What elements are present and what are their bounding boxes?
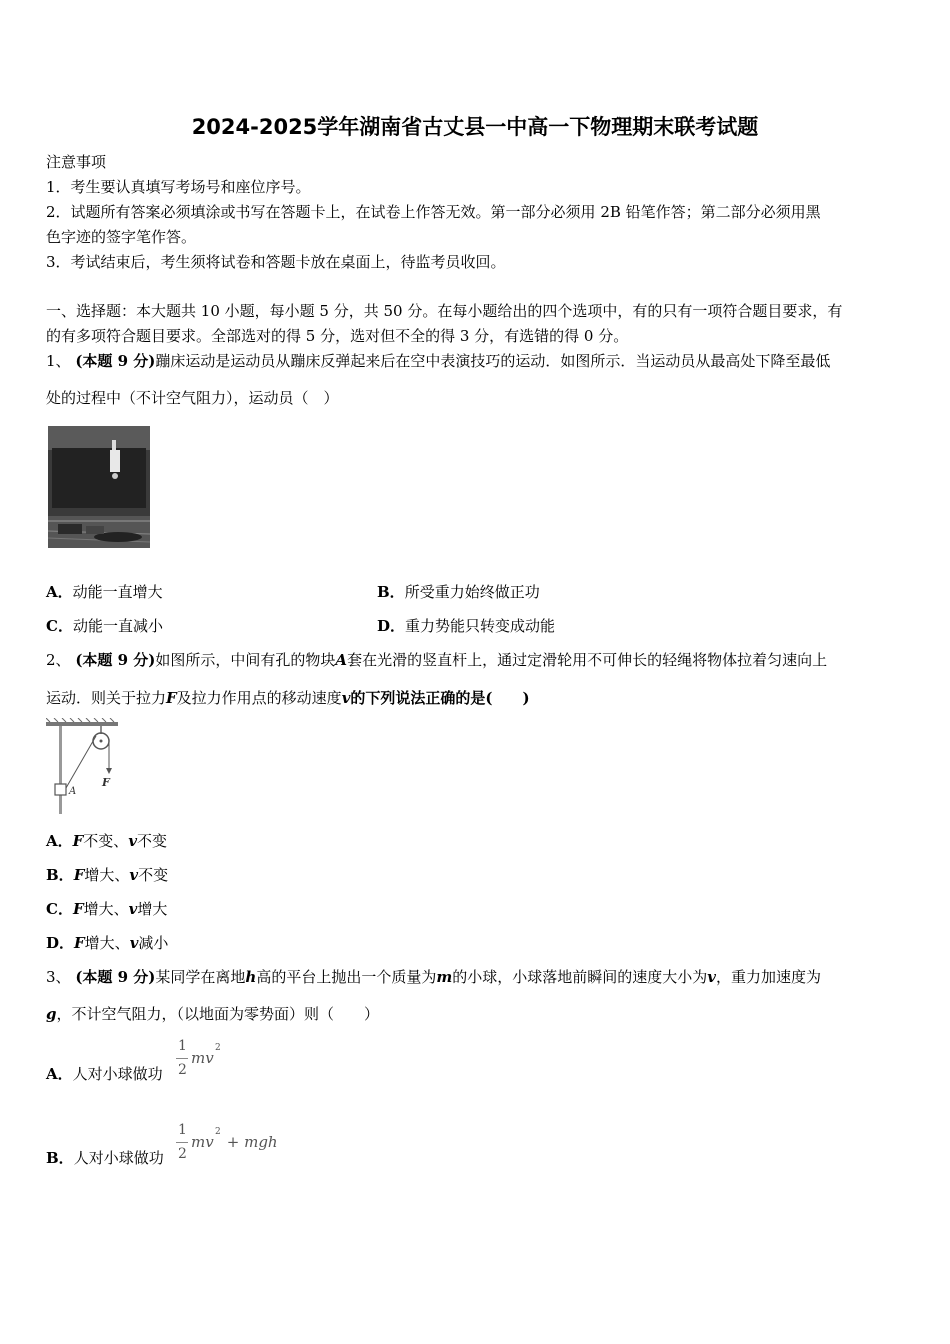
- q2-option-d-mid: 增大、: [84, 934, 130, 952]
- q2-text-2e: 的下列说法正确的是( ): [350, 689, 530, 707]
- q3-option-a-letter: A．: [46, 1065, 73, 1083]
- q2-option-a-end: 不变: [137, 832, 168, 850]
- q2-option-c-var-f: F: [72, 900, 84, 918]
- q2-text-1c: 套在光滑的竖直杆上，通过定滑轮用不可伸长的轻绳将物体拉着匀速向上: [347, 651, 828, 669]
- q2-option-c-mid: 增大、: [83, 900, 129, 918]
- q2-text-2a: 运动．则关于拉力: [46, 689, 167, 707]
- q2-option-a-var-f: F: [72, 832, 84, 850]
- q3-option-a-denominator: 2: [178, 1062, 187, 1078]
- q2-option-c-var-v: v: [128, 900, 138, 918]
- q3-option-b-text: 人对小球做功: [73, 1149, 164, 1167]
- q2-option-a[interactable]: [46, 831, 167, 851]
- q1-option-a[interactable]: A．动能一直增大: [46, 583, 163, 601]
- notice-heading: 注意事项: [46, 153, 107, 171]
- q2-option-c-end: 增大: [137, 900, 168, 918]
- q2-tag: (本题 9 分): [75, 651, 156, 669]
- q2-var-f: F: [166, 689, 177, 707]
- trampoline-photo: [48, 426, 150, 548]
- q3-option-a-exponent: 2: [215, 1043, 221, 1053]
- q3-stem-line-2: [46, 1004, 906, 1024]
- q3-option-b-expr: mv: [191, 1133, 214, 1151]
- q3-var-g: g: [46, 1005, 57, 1023]
- q1-option-c-text: 动能一直减小: [72, 617, 163, 635]
- q2-option-c[interactable]: [46, 899, 167, 919]
- q3-option-a-numerator: 1: [178, 1038, 187, 1054]
- q3-tag: (本题 9 分): [75, 968, 156, 986]
- q2-option-b-letter: B．: [46, 866, 74, 884]
- q2-option-d-end: 减小: [138, 934, 169, 952]
- fig-label-a: A: [69, 786, 77, 797]
- q3-option-b-tail: + mgh: [222, 1133, 278, 1151]
- notice-item-2-cont: 色字迹的签字笔作答。: [46, 228, 197, 246]
- q1-option-c[interactable]: C．动能一直减小: [46, 617, 163, 635]
- q3-option-b-exponent: 2: [215, 1127, 221, 1137]
- section-intro-line-1: 一、选择题：本大题共 10 小题，每小题 5 分，共 50 分。在每小题给出的四个选项中，有的只有一项符合题目要求，有: [46, 302, 843, 320]
- q3-option-b-denominator: 2: [178, 1146, 187, 1162]
- q2-option-d-letter: D．: [46, 934, 75, 952]
- q2-option-a-mid: 不变、: [83, 832, 129, 850]
- q2-option-b-mid: 增大、: [84, 866, 130, 884]
- q3-option-b[interactable]: [46, 1148, 164, 1168]
- q2-stem-line-2: [46, 688, 906, 708]
- q3-text-1a: 某同学在离地: [155, 968, 246, 986]
- q2-var-v: v: [341, 689, 351, 707]
- q3-var-h: h: [245, 968, 257, 986]
- q2-option-b-var-f: F: [73, 866, 85, 884]
- q1-text-1: 蹦床运动是运动员从蹦床反弹起来后在空中表演技巧的运动．如图所示．当运动员从最高处下降至最低: [155, 352, 831, 370]
- section-intro-line-2: 的有多项符合题目要求。全部选对的得 5 分，选对但不全的得 3 分，有选错的得 0 分。: [46, 327, 629, 345]
- q3-option-a[interactable]: [46, 1064, 163, 1084]
- q3-option-a-expr: mv: [191, 1049, 214, 1067]
- page-title: 2024-2025学年湖南省古丈县一中高一下物理期末联考试题: [191, 115, 759, 139]
- q3-text-2b: ，不计空气阻力，（以地面为零势面）则（ ）: [56, 1005, 380, 1023]
- q3-number: 3、: [46, 968, 71, 986]
- notice-item-2: 2．试题所有答案必须填涂或书写在答题卡上，在试卷上作答无效。第一部分必须用 2B 铅笔作答；第二部分必须用黑: [46, 203, 821, 221]
- q3-option-b-letter: B．: [46, 1149, 74, 1167]
- q1-option-b-text: 所受重力始终做正功: [404, 583, 540, 601]
- q1-stem-line-2: 处的过程中（不计空气阻力），运动员（ ）: [46, 389, 339, 407]
- q3-option-b-numerator: 1: [178, 1122, 187, 1138]
- fig-label-f: F: [102, 776, 110, 789]
- q2-stem-line-1: [46, 650, 906, 670]
- q1-number: 1、: [46, 352, 71, 370]
- pulley-diagram: [46, 718, 122, 814]
- q2-number: 2、: [46, 651, 71, 669]
- q3-option-b-fraction-bar: [176, 1142, 188, 1143]
- q2-option-d-var-f: F: [74, 934, 85, 952]
- q1-option-a-text: 动能一直增大: [72, 583, 163, 601]
- q2-option-b-var-v: v: [129, 866, 139, 884]
- q3-var-v: v: [707, 968, 716, 986]
- q3-text-1e: 的小球，小球落地前瞬间的速度大小为: [452, 968, 708, 986]
- notice-item-3: 3．考试结束后，考生须将试卷和答题卡放在桌面上，待监考员收回。: [46, 253, 506, 271]
- q3-text-1g: ，重力加速度为: [715, 968, 821, 986]
- q2-option-d[interactable]: [46, 933, 168, 953]
- q3-text-1c: 高的平台上抛出一个质量为: [256, 968, 437, 986]
- q2-text-2c: 及拉力作用点的移动速度: [176, 689, 342, 707]
- notice-item-1: 1．考生要认真填写考场号和座位序号。: [46, 178, 311, 196]
- q2-option-b-end: 不变: [138, 866, 169, 884]
- q2-option-b[interactable]: [46, 865, 168, 885]
- q1-option-d-text: 重力势能只转变成动能: [405, 617, 556, 635]
- q2-var-a: A: [335, 651, 348, 669]
- q2-option-c-letter: C．: [46, 900, 73, 918]
- q2-option-a-letter: A．: [46, 832, 73, 850]
- q1-tag: (本题 9 分): [75, 352, 156, 370]
- q2-option-d-var-v: v: [129, 934, 139, 952]
- q1-option-b[interactable]: B．所受重力始终做正功: [377, 583, 540, 601]
- q2-option-a-var-v: v: [128, 832, 138, 850]
- q1-option-d[interactable]: D．重力势能只转变成动能: [377, 617, 556, 635]
- q2-text-1a: 如图所示，中间有孔的物块: [155, 651, 336, 669]
- q1-stem-line-1: [46, 351, 906, 371]
- q3-option-a-text: 人对小球做功: [72, 1065, 163, 1083]
- q3-stem-line-1: [46, 967, 906, 987]
- q3-var-m: m: [436, 968, 453, 986]
- q3-option-a-fraction-bar: [176, 1058, 188, 1059]
